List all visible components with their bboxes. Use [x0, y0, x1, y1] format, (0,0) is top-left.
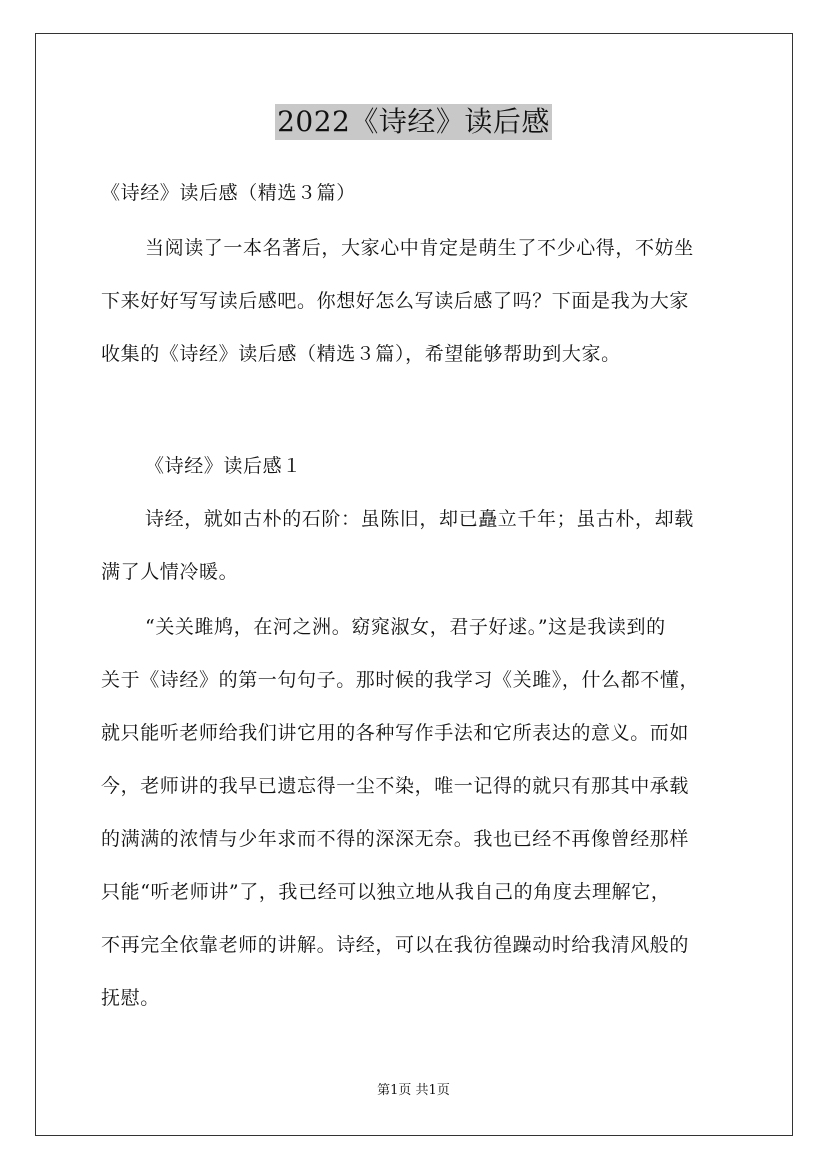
paragraph2-line-8: 抚慰。 — [101, 987, 160, 1009]
paragraph2-line-5: 的满满的浓情与少年求而不得的深深无奈。我也已经不再像曾经那样 — [101, 828, 690, 850]
section-heading: 《诗经》读后感１ — [145, 455, 302, 477]
paragraph2-line-4: 今，老师讲的我早已遗忘得一尘不染，唯一记得的就只有那其中承载 — [101, 775, 690, 797]
intro-line-3: 收集的《诗经》读后感（精选３篇），希望能够帮助到大家。 — [101, 343, 621, 365]
document-title: 2022《诗经》读后感 — [277, 105, 550, 138]
paragraph1-line-1: 诗经，就如古朴的石阶：虽陈旧，却已矗立千年；虽古朴，却载 — [145, 508, 694, 530]
intro-line-1: 当阅读了一本名著后，大家心中肯定是萌生了不少心得，不妨坐 — [145, 237, 694, 259]
paragraph2-line-6: 只能“听老师讲”了，我已经可以独立地从我自己的角度去理解它， — [101, 881, 671, 903]
paragraph2-line-7: 不再完全依靠老师的讲解。诗经，可以在我彷徨躁动时给我清风般的 — [101, 934, 690, 956]
paragraph1-line-2: 满了人情冷暖。 — [101, 561, 239, 583]
paragraph2-line-3: 就只能听老师给我们讲它用的各种写作手法和它所表达的意义。而如 — [101, 722, 690, 744]
document-subtitle: 《诗经》读后感（精选３篇） — [101, 182, 356, 204]
title-container — [0, 104, 827, 140]
paragraph2-line-2: 关于《诗经》的第一句句子。那时候的我学习《关雎》，什么都不懂， — [101, 669, 700, 691]
paragraph2-line-1: “关关雎鸠，在河之洲。窈窕淑女，君子好逑。”这是我读到的 — [145, 616, 666, 638]
page-footer: 第1页 共1页 — [377, 1083, 450, 1098]
intro-line-2: 下来好好写写读后感吧。你想好怎么写读后感了吗？下面是我为大家 — [101, 290, 690, 312]
